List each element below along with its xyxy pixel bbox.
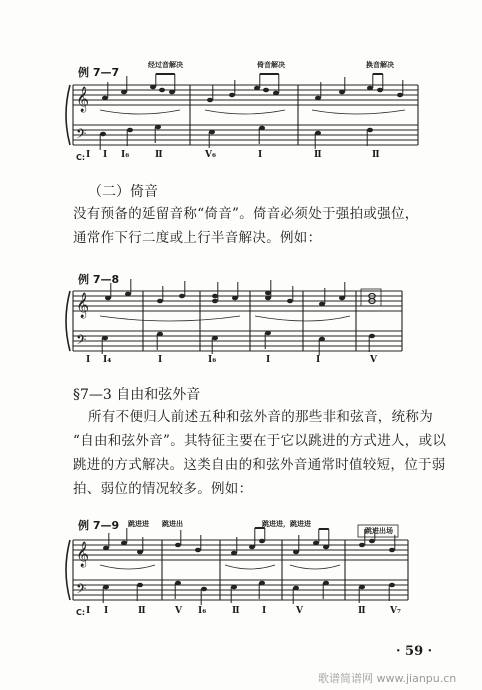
degree-3: Ⅰ (158, 355, 163, 365)
music-score-example-2 (0, 276, 482, 376)
degree-5: Ⅰ (266, 355, 271, 365)
svg-text:𝄞: 𝄞 (76, 542, 90, 567)
degree-8: Ⅴ (296, 606, 303, 616)
section-line-3: 跳进的方式解决。这类自由的和弦外音通常时值较短，位于弱 (73, 457, 446, 473)
degree-3: Ⅱ (138, 606, 146, 616)
degree-2: I (104, 606, 109, 616)
page-number: · 59 · (396, 644, 433, 659)
svg-text:𝄢: 𝄢 (76, 332, 87, 351)
degree-8: Ⅱ (372, 150, 380, 160)
degree-6: Ⅰ (258, 150, 263, 160)
section-heading: §7—3 自由和弦外音 (73, 387, 201, 403)
degree-9: Ⅱ (358, 606, 366, 616)
degree-5: Ⅴ₆ (205, 150, 216, 160)
degree-1: I (86, 355, 91, 365)
degree-7: Ⅴ (370, 355, 377, 365)
degree-4: Ⅰ₆ (208, 355, 217, 365)
svg-text:𝄞: 𝄞 (76, 87, 90, 112)
annotation-leap-out-2: 跳进出场 (365, 527, 393, 535)
degree-10: Ⅴ₇ (390, 606, 401, 616)
svg-text:C:: C: (76, 608, 86, 617)
svg-text:𝄢: 𝄢 (76, 581, 87, 600)
section-line-4: 拍、弱位的情况较多。例如： (73, 481, 253, 497)
section-line-2: “自由和弦外音”。其特征主要在于它以跳进的方式进人，或以 (73, 433, 447, 449)
degree-6: Ⅱ (232, 606, 240, 616)
annotation-appoggiatura: 倚音解决 (257, 61, 285, 69)
music-score-example-1 (0, 70, 482, 170)
example-label: 例 7—7 (78, 66, 120, 79)
svg-text:C:: C: (76, 153, 86, 162)
subsection-heading: （二）倚音 (88, 184, 158, 200)
degree-7: Ⅰ (262, 606, 267, 616)
section-line-1: 所有不便归人前述五种和弦外音的那些非和弦音，统称为 (88, 409, 433, 425)
subsection-line-1: 没有预备的延留音称“倚音”。倚音必须处于强拍或强位， (73, 206, 419, 222)
svg-text:𝄞: 𝄞 (76, 293, 90, 318)
degree-4: Ⅴ (175, 606, 182, 616)
music-score-example-3 (0, 525, 482, 625)
degree-7: Ⅱ (314, 150, 322, 160)
svg-text:𝄢: 𝄢 (76, 126, 87, 145)
annotation-leap-in: 跳进进 (128, 520, 149, 528)
degree-4: Ⅱ (155, 150, 163, 160)
degree-1: I (86, 150, 91, 160)
subsection-line-2: 通常作下行二度或上行半音解决。例如： (73, 230, 322, 246)
annotation-exchange: 换音解决 (366, 61, 394, 69)
degree-2: I (103, 150, 108, 160)
annotation-passing: 经过音解决 (148, 61, 183, 69)
annotation-leap-in-2: 跳进进，跳进进 (262, 520, 311, 528)
example-label: 例 7—8 (78, 273, 120, 286)
example-label: 例 7—9 (78, 519, 120, 532)
watermark: 歌谱简谱网 www.jianpu.cn (318, 672, 457, 685)
degree-6: Ⅰ (316, 355, 321, 365)
degree-3: Ⅰ₆ (121, 150, 130, 160)
degree-5: Ⅰ₆ (198, 606, 207, 616)
degree-1: I (86, 606, 91, 616)
degree-2: I₄ (103, 355, 112, 365)
annotation-leap-out: 跳进出 (162, 520, 183, 528)
